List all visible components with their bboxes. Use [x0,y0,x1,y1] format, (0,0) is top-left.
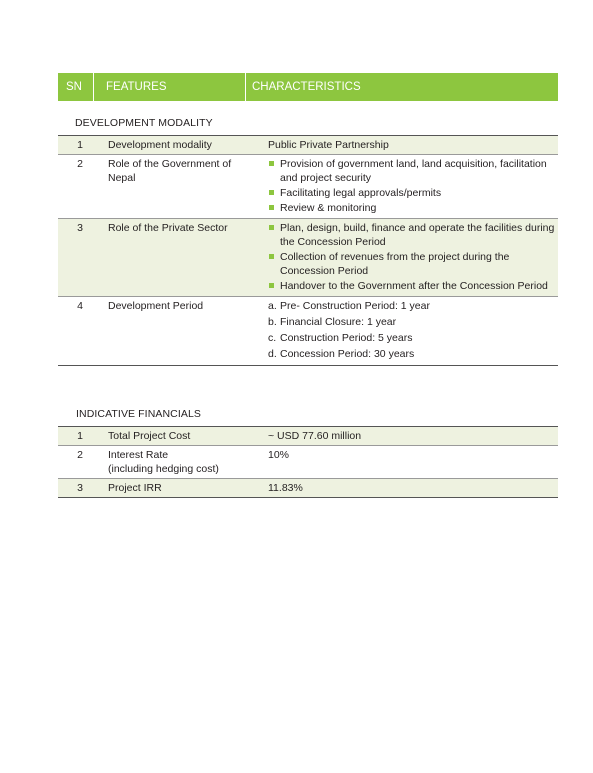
feature-line: (including hedging cost) [108,463,219,475]
list-item [268,279,558,293]
row-value: 11.83% [266,479,558,498]
table-header [58,73,558,101]
bullet-text: Plan, design, build, finance and operate the facilities during the Concession Period [280,222,555,248]
row-sn: 1 [58,427,102,446]
bullet-square-icon [269,161,274,166]
header-characteristics: CHARACTERISTICS [252,81,361,93]
row-feature: Role of the Private Sector [102,219,266,297]
list-text: Financial Closure: 1 year [280,316,397,328]
feature-line: Interest Rate [108,449,169,461]
list-marker: c. [268,332,277,344]
list-item [268,299,558,313]
list-item [268,315,558,329]
list-item [268,347,558,361]
row-value: ~ USD 77.60 million [266,427,558,446]
bullet-text: Review & monitoring [280,202,377,214]
list-item [268,331,558,345]
feature-line: Nepal [108,172,136,184]
table-row [58,427,558,446]
list-item [268,157,558,185]
section-title-development: DEVELOPMENT MODALITY [75,117,213,129]
list-text: Concession Period: 30 years [280,348,415,360]
development-table [58,135,558,366]
row-value: 10% [266,446,558,479]
bullet-square-icon [269,225,274,230]
table-row [58,155,558,219]
row-feature: Development modality [102,136,266,155]
bullet-square-icon [269,254,274,259]
row-feature [102,155,266,219]
list-item [268,250,558,278]
bullet-text: Facilitating legal approvals/permits [280,187,442,199]
header-features: FEATURES [94,73,246,101]
table-row [58,136,558,155]
bullet-square-icon [269,190,274,195]
row-value [266,219,558,297]
table-row [58,479,558,498]
financials-table [58,426,558,498]
list-text: Construction Period: 5 years [280,332,413,344]
row-value [266,297,558,366]
row-sn: 3 [58,219,102,297]
list-item [268,221,558,249]
list-marker: a. [268,300,277,312]
list-item [268,186,558,200]
section-title-financials: INDICATIVE FINANCIALS [76,408,202,420]
bullet-text: Collection of revenues from the project during the Concession Period [280,251,510,277]
document-page [58,73,558,498]
row-sn: 2 [58,155,102,219]
header-sn: SN [58,73,94,101]
row-feature [102,446,266,479]
row-feature: Project IRR [102,479,266,498]
bullet-text: Handover to the Government after the Concession Period [280,280,548,292]
bullet-list [268,221,558,293]
row-feature: Total Project Cost [102,427,266,446]
list-marker: d. [268,348,277,360]
row-sn: 3 [58,479,102,498]
lettered-list [268,299,558,361]
row-sn: 2 [58,446,102,479]
bullet-square-icon [269,283,274,288]
list-text: Pre- Construction Period: 1 year [280,300,430,312]
list-item [268,201,558,215]
table-row [58,219,558,297]
bullet-text: Provision of government land, land acquisition, facilitation and project security [280,158,547,184]
list-marker: b. [268,316,277,328]
table-row [58,446,558,479]
row-value [266,155,558,219]
bullet-list [268,157,558,215]
row-sn: 1 [58,136,102,155]
table-row [58,297,558,366]
feature-line: Role of the Government of [108,158,232,170]
bullet-square-icon [269,205,274,210]
row-sn: 4 [58,297,102,366]
row-value: Public Private Partnership [266,136,558,155]
row-feature: Development Period [102,297,266,366]
